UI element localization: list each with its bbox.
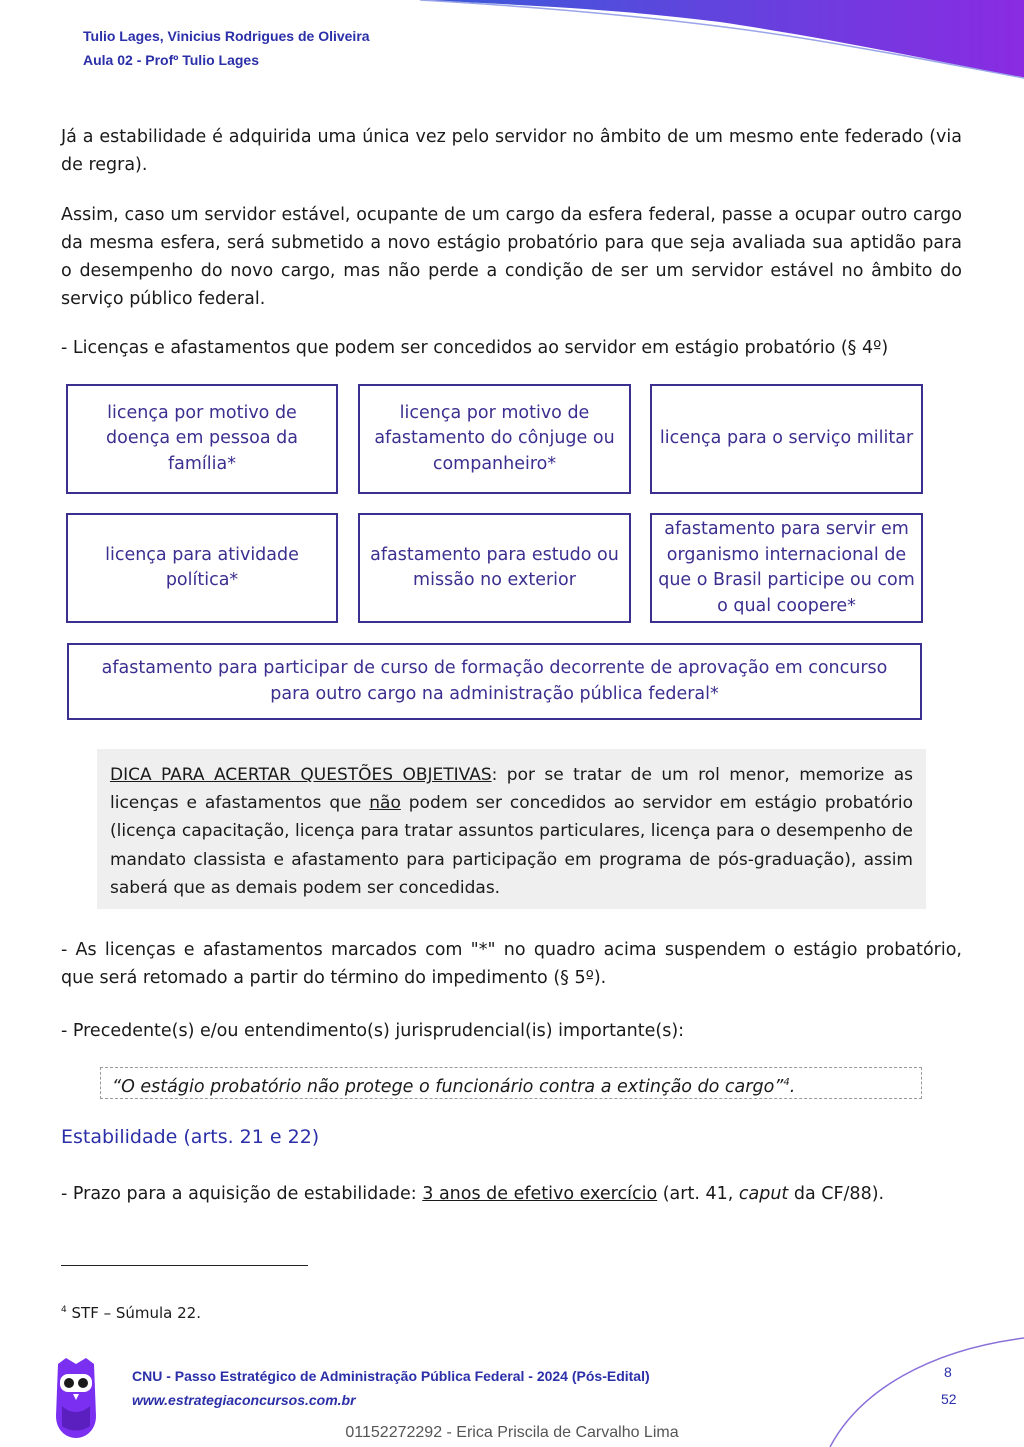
jurisprudence-quote bbox=[100, 1067, 922, 1099]
watermark: 01152272292 - Erica Priscila de Carvalho Lima bbox=[345, 1424, 679, 1441]
paragraph-3: - Licenças e afastamentos que podem ser concedidos ao servidor em estágio probatório (§ 4º) bbox=[61, 338, 889, 358]
footer-course-title: CNU - Passo Estratégico de Administração Pública Federal - 2024 (Pós-Edital) bbox=[132, 1368, 650, 1384]
license-box-1: licença por motivo de doença em pessoa da família* bbox=[66, 384, 338, 494]
paragraph-2: Assim, caso um servidor estável, ocupante de um cargo da esfera federal, passe a ocupar outro cargo da mesma esfera, será submetido a novo estágio probatório para que seja avaliada sua aptidão para o desempenho do novo cargo, mas não perde a condição de ser um servidor estável no âmbito do serviço público federal. bbox=[61, 205, 962, 309]
p6-text-c: da CF/88). bbox=[788, 1184, 885, 1204]
tip-heading: DICA PARA ACERTAR QUESTÕES OBJETIVAS bbox=[110, 765, 492, 785]
paragraph-5: - Precedente(s) e/ou entendimento(s) jurisprudencial(is) importante(s): bbox=[61, 1021, 685, 1041]
license-box-3: licença para o serviço militar bbox=[650, 384, 923, 494]
header-authors: Tulio Lages, Vinicius Rodrigues de Oliveira bbox=[83, 28, 370, 44]
license-box-5: afastamento para estudo ou missão no exterior bbox=[358, 513, 631, 623]
p6-underlined: 3 anos de efetivo exercício bbox=[422, 1184, 658, 1204]
license-box-7: afastamento para participar de curso de formação decorrente de aprovação em concurso para outro cargo na administração pública federal* bbox=[67, 643, 922, 720]
p6-text-b: (art. 41, bbox=[657, 1184, 739, 1204]
tip-box bbox=[97, 749, 926, 909]
license-box-6: afastamento para servir em organismo internacional de que o Brasil participe ou com o qual coopere* bbox=[650, 513, 923, 623]
footnote-divider bbox=[61, 1265, 308, 1266]
tip-text-2: podem ser concedidos ao servidor em estágio probatório (licença capacitação, licença para tratar assuntos particulares, licença para o desempenho de mandato classista e afastamento para participação em programa de pós-graduação), assim saberá que as demais podem ser concedidas. bbox=[110, 793, 913, 898]
tip-emphasis: não bbox=[369, 793, 401, 814]
section-title: Estabilidade (arts. 21 e 22) bbox=[61, 1126, 320, 1148]
header-lesson: Aula 02 - Profº Tulio Lages bbox=[83, 52, 259, 68]
license-box-2: licença por motivo de afastamento do cônjuge ou companheiro* bbox=[358, 384, 631, 494]
paragraph-6 bbox=[61, 1180, 962, 1208]
quote-text: “O estágio probatório não protege o funcionário contra a extinção do cargo” bbox=[112, 1076, 784, 1097]
page-number: 8 bbox=[944, 1364, 952, 1380]
paragraph-1: Já a estabilidade é adquirida uma única vez pelo servidor no âmbito de um mesmo ente federado (via de regra). bbox=[61, 127, 962, 175]
footnote-number: 4 bbox=[61, 1305, 67, 1315]
license-box-4: licença para atividade política* bbox=[66, 513, 338, 623]
footnote-text: STF – Súmula 22. bbox=[71, 1304, 201, 1322]
p6-text-a: - Prazo para a aquisição de estabilidade: bbox=[61, 1184, 423, 1204]
quote-footnote-ref[interactable]: 4 bbox=[783, 1077, 790, 1088]
paragraph-4: - As licenças e afastamentos marcados com "*" no quadro acima suspendem o estágio probatório, que será retomado a partir do término do impedimento (§ 5º). bbox=[61, 940, 962, 988]
footnote bbox=[61, 1304, 201, 1322]
p6-italic: caput bbox=[738, 1184, 789, 1204]
quote-end: . bbox=[789, 1076, 796, 1097]
page-total: 52 bbox=[941, 1391, 957, 1407]
footer-site-link[interactable]: www.estrategiaconcursos.com.br bbox=[132, 1392, 356, 1408]
tip-text-1: : por se tratar de um rol menor, memorize as licenças e afastamentos que bbox=[110, 765, 913, 814]
